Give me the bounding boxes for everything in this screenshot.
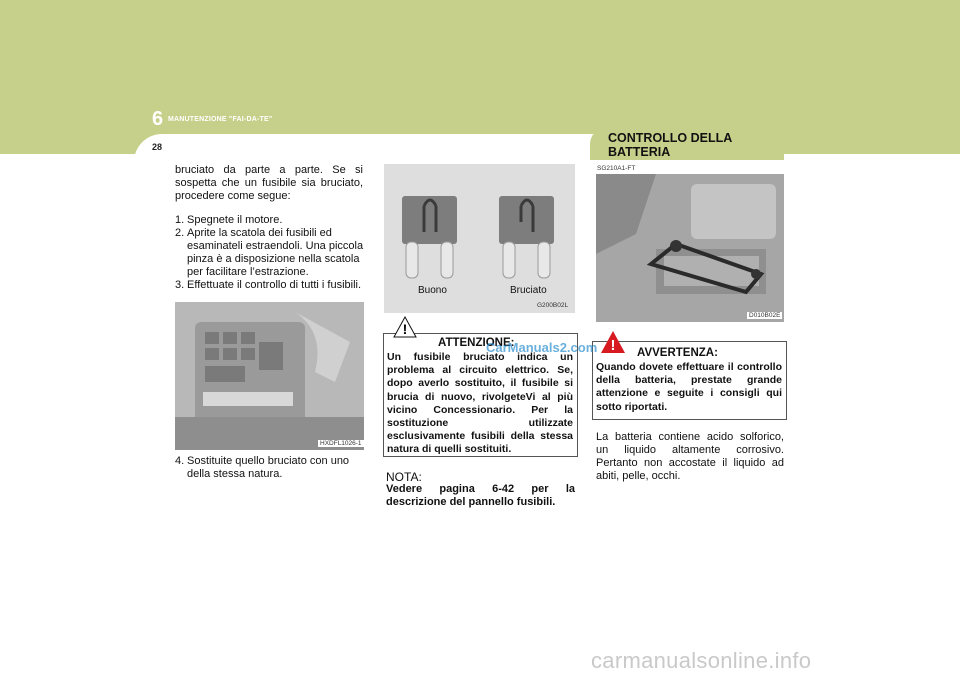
list-item: 3. Effettuate il controllo di tutti i fusibili. [175, 279, 362, 291]
fuse-good-label: Buono [418, 285, 447, 296]
list-item: 1. Spegnete il motore. [175, 214, 283, 226]
caution-title: ATTENZIONE: [438, 337, 515, 349]
caution-body: Un fusibile bruciato indica un problema al circuito elettrico. Se, dopo averlo sostituito, il fusibile si brucia di nuovo, rivolgeteVi al più vicino Concessionario. Per la sostituzione utilizzate esclusivamente fusibili della stessa natura di quelli sostituiti. [387, 351, 573, 456]
chapter-number: 6 [152, 108, 164, 130]
fuse-box-photo [175, 302, 364, 450]
svg-text:!: ! [402, 321, 408, 337]
steps-list [175, 214, 365, 292]
warning-title: AVVERTENZA: [637, 347, 718, 359]
header-band [0, 0, 960, 154]
battery-paragraph: La batteria contiene acido solforico, un liquido altamente corrosivo. Pertanto non accostate il liquido ad abiti, pelle, occhi. [596, 431, 784, 482]
list-item: 2. Aprite la scatola dei fusibili ed esaminateli estraendoli. Una piccola pinza è a disposizione nella scatola per facilitare l’estrazione. [175, 227, 364, 278]
step-4: 4. Sostituite quello bruciato con uno della stessa natura. [175, 455, 350, 480]
warning-triangle-icon [600, 330, 626, 354]
footer-watermark: carmanualsonline.info [591, 648, 812, 673]
watermark: CarManuals2.com [486, 340, 598, 355]
warning-body: Quando dovete effettuare il controllo della batteria, prestate grande attenzione e seguite i consigli qui sotto riportati. [596, 361, 782, 413]
battery-photo [596, 174, 784, 322]
intro-paragraph: bruciato da parte a parte. Se si sospetta che un fusibile sia bruciato, procedere come segue: [175, 164, 363, 202]
svg-text:!: ! [610, 337, 616, 354]
chapter-title: MANUTENZIONE "FAI-DA-TE" [168, 116, 273, 123]
image-code-battery: D010B02E [749, 312, 781, 319]
image-code-fusebox: HXDFL1026-1 [320, 440, 362, 447]
warning-triangle-icon [393, 316, 417, 338]
section-title: CONTROLLO DELLA BATTERIA [608, 131, 732, 159]
fuse-blown-label: Bruciato [510, 285, 547, 296]
note-body: Vedere pagina 6-42 per la descrizione del pannello fusibili. [386, 483, 575, 508]
section-code: SG210A1-FT [597, 165, 636, 172]
page-number: 28 [152, 142, 163, 152]
image-code-fuses: G200B02L [537, 302, 569, 309]
note-title: NOTA: [386, 470, 422, 484]
